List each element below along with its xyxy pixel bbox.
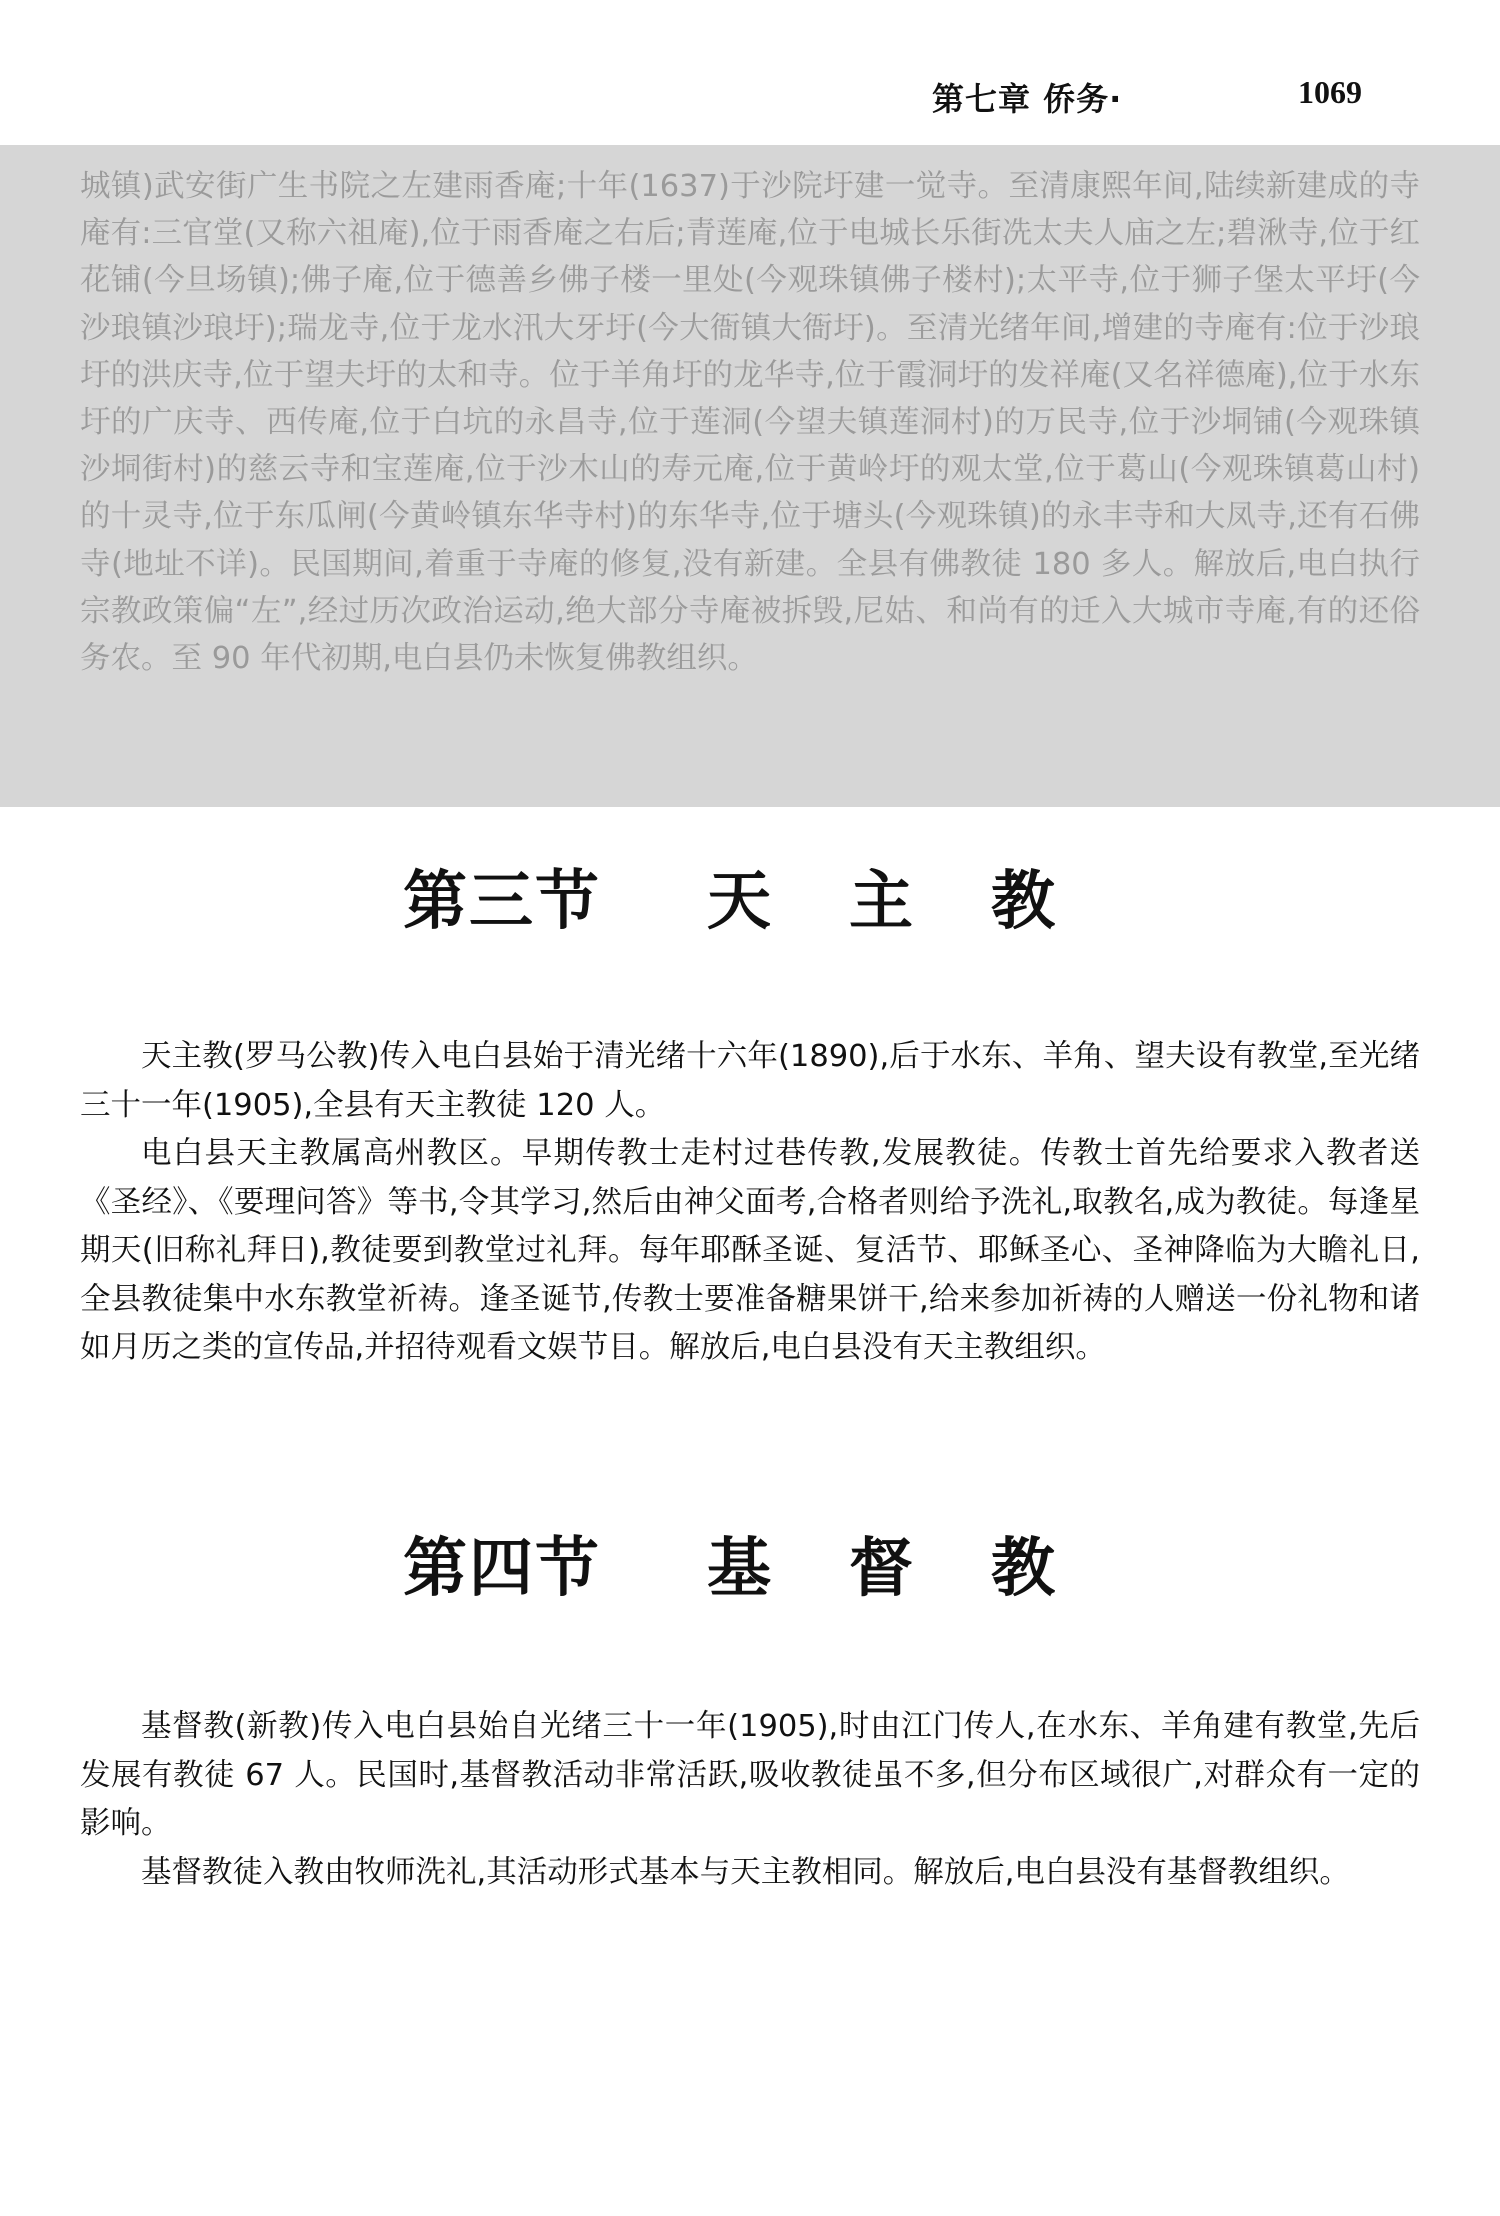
section-heading-catholicism (0, 862, 1500, 942)
heading-char: 主 (849, 864, 919, 939)
paragraph: 基督教(新教)传入电白县始自光绪三十一年(1905),时由江门传人,在水东、羊角建有教堂,先后发展有教徒 67 人。民国时,基督教活动非常活跃,吸收教徒虽不多,但分布区域很广,对群众有一定的影响。 (80, 1709, 1420, 1841)
chapter-title: 第七章 侨务· (932, 80, 1123, 118)
heading-char: 天 (707, 864, 777, 939)
catholicism-body (80, 1033, 1420, 1373)
page-number: 1069 (1298, 74, 1362, 110)
buddhism-text: 城镇)武安街广生书院之左建雨香庵;十年(1637)于沙院圩建一觉寺。至清康熙年间,陆续新建成的寺庵有:三官堂(又称六祖庵),位于雨香庵之右后;青莲庵,位于电城长乐街冼太夫人庙之左;碧湫寺,位于红花铺(今旦场镇);佛子庵,位于德善乡佛子楼一里处(今观珠镇佛子楼村);太平寺,位于狮子堡太平圩(今沙琅镇沙琅圩);瑞龙寺,位于龙水汛大牙圩(今大衙镇大衙圩)。至清光绪年间,增建的寺庵有:位于沙琅圩的洪庆寺,位于望夫圩的太和寺。位于羊角圩的龙华寺,位于霞洞圩的发祥庵(又名祥德庵),位于水东圩的广庆寺、西传庵,位于白坑的永昌寺,位于莲洞(今望夫镇莲洞村)的万民寺,位于沙垌铺(今观珠镇沙垌街村)的慈云寺和宝莲庵,位于沙木山的寿元庵,位于黄岭圩的观太堂,位于葛山(今观珠镇葛山村)的十灵寺,位于东瓜闸(今黄岭镇东华寺村)的东华寺,位于塘头(今观珠镇)的永丰寺和大凤寺,还有石佛寺(地址不详)。民国期间,着重于寺庵的修复,没有新建。全县有佛教徒 180 多人。解放后,电白执行宗教政策偏“左”,经过历次政治运动,绝大部分寺庵被拆毁,尼姑、和尚有的迁入大城市寺庵,有的还俗务农。至 90 年代初期,电白县仍未恢复佛教组织。 (80, 169, 1420, 677)
heading-char: 督 (849, 1531, 919, 1606)
section-number: 第三节 (403, 864, 601, 939)
christianity-body (80, 1703, 1420, 1897)
section-number: 第四节 (403, 1531, 601, 1606)
paragraph: 天主教(罗马公教)传入电白县始于清光绪十六年(1890),后于水东、羊角、望夫设有教堂,至光绪三十一年(1905),全县有天主教徒 120 人。 (80, 1039, 1420, 1123)
heading-char: 基 (707, 1531, 777, 1606)
section-heading-christianity (0, 1529, 1500, 1609)
paragraph: 基督教徒入教由牧师洗礼,其活动形式基本与天主教相同。解放后,电白县没有基督教组织。 (141, 1854, 1350, 1890)
running-header (0, 62, 1500, 122)
previous-section-continuation (0, 145, 1500, 807)
paragraph: 电白县天主教属高州教区。早期传教士走村过巷传教,发展教徒。传教士首先给要求入教者送《圣经》、《要理问答》等书,令其学习,然后由神父面考,合格者则给予洗礼,取教名,成为教徒。每逢星期天(旧称礼拜日),教徒要到教堂过礼拜。每年耶酥圣诞、复活节、耶稣圣心、圣神降临为大瞻礼日,全县教徒集中水东教堂祈祷。逢圣诞节,传教士要准备糖果饼干,给来参加祈祷的人赠送一份礼物和诸如月历之类的宣传品,并招待观看文娱节目。解放后,电白县没有天主教组织。 (80, 1136, 1420, 1365)
heading-char: 教 (991, 1531, 1061, 1606)
heading-char: 教 (991, 864, 1061, 939)
